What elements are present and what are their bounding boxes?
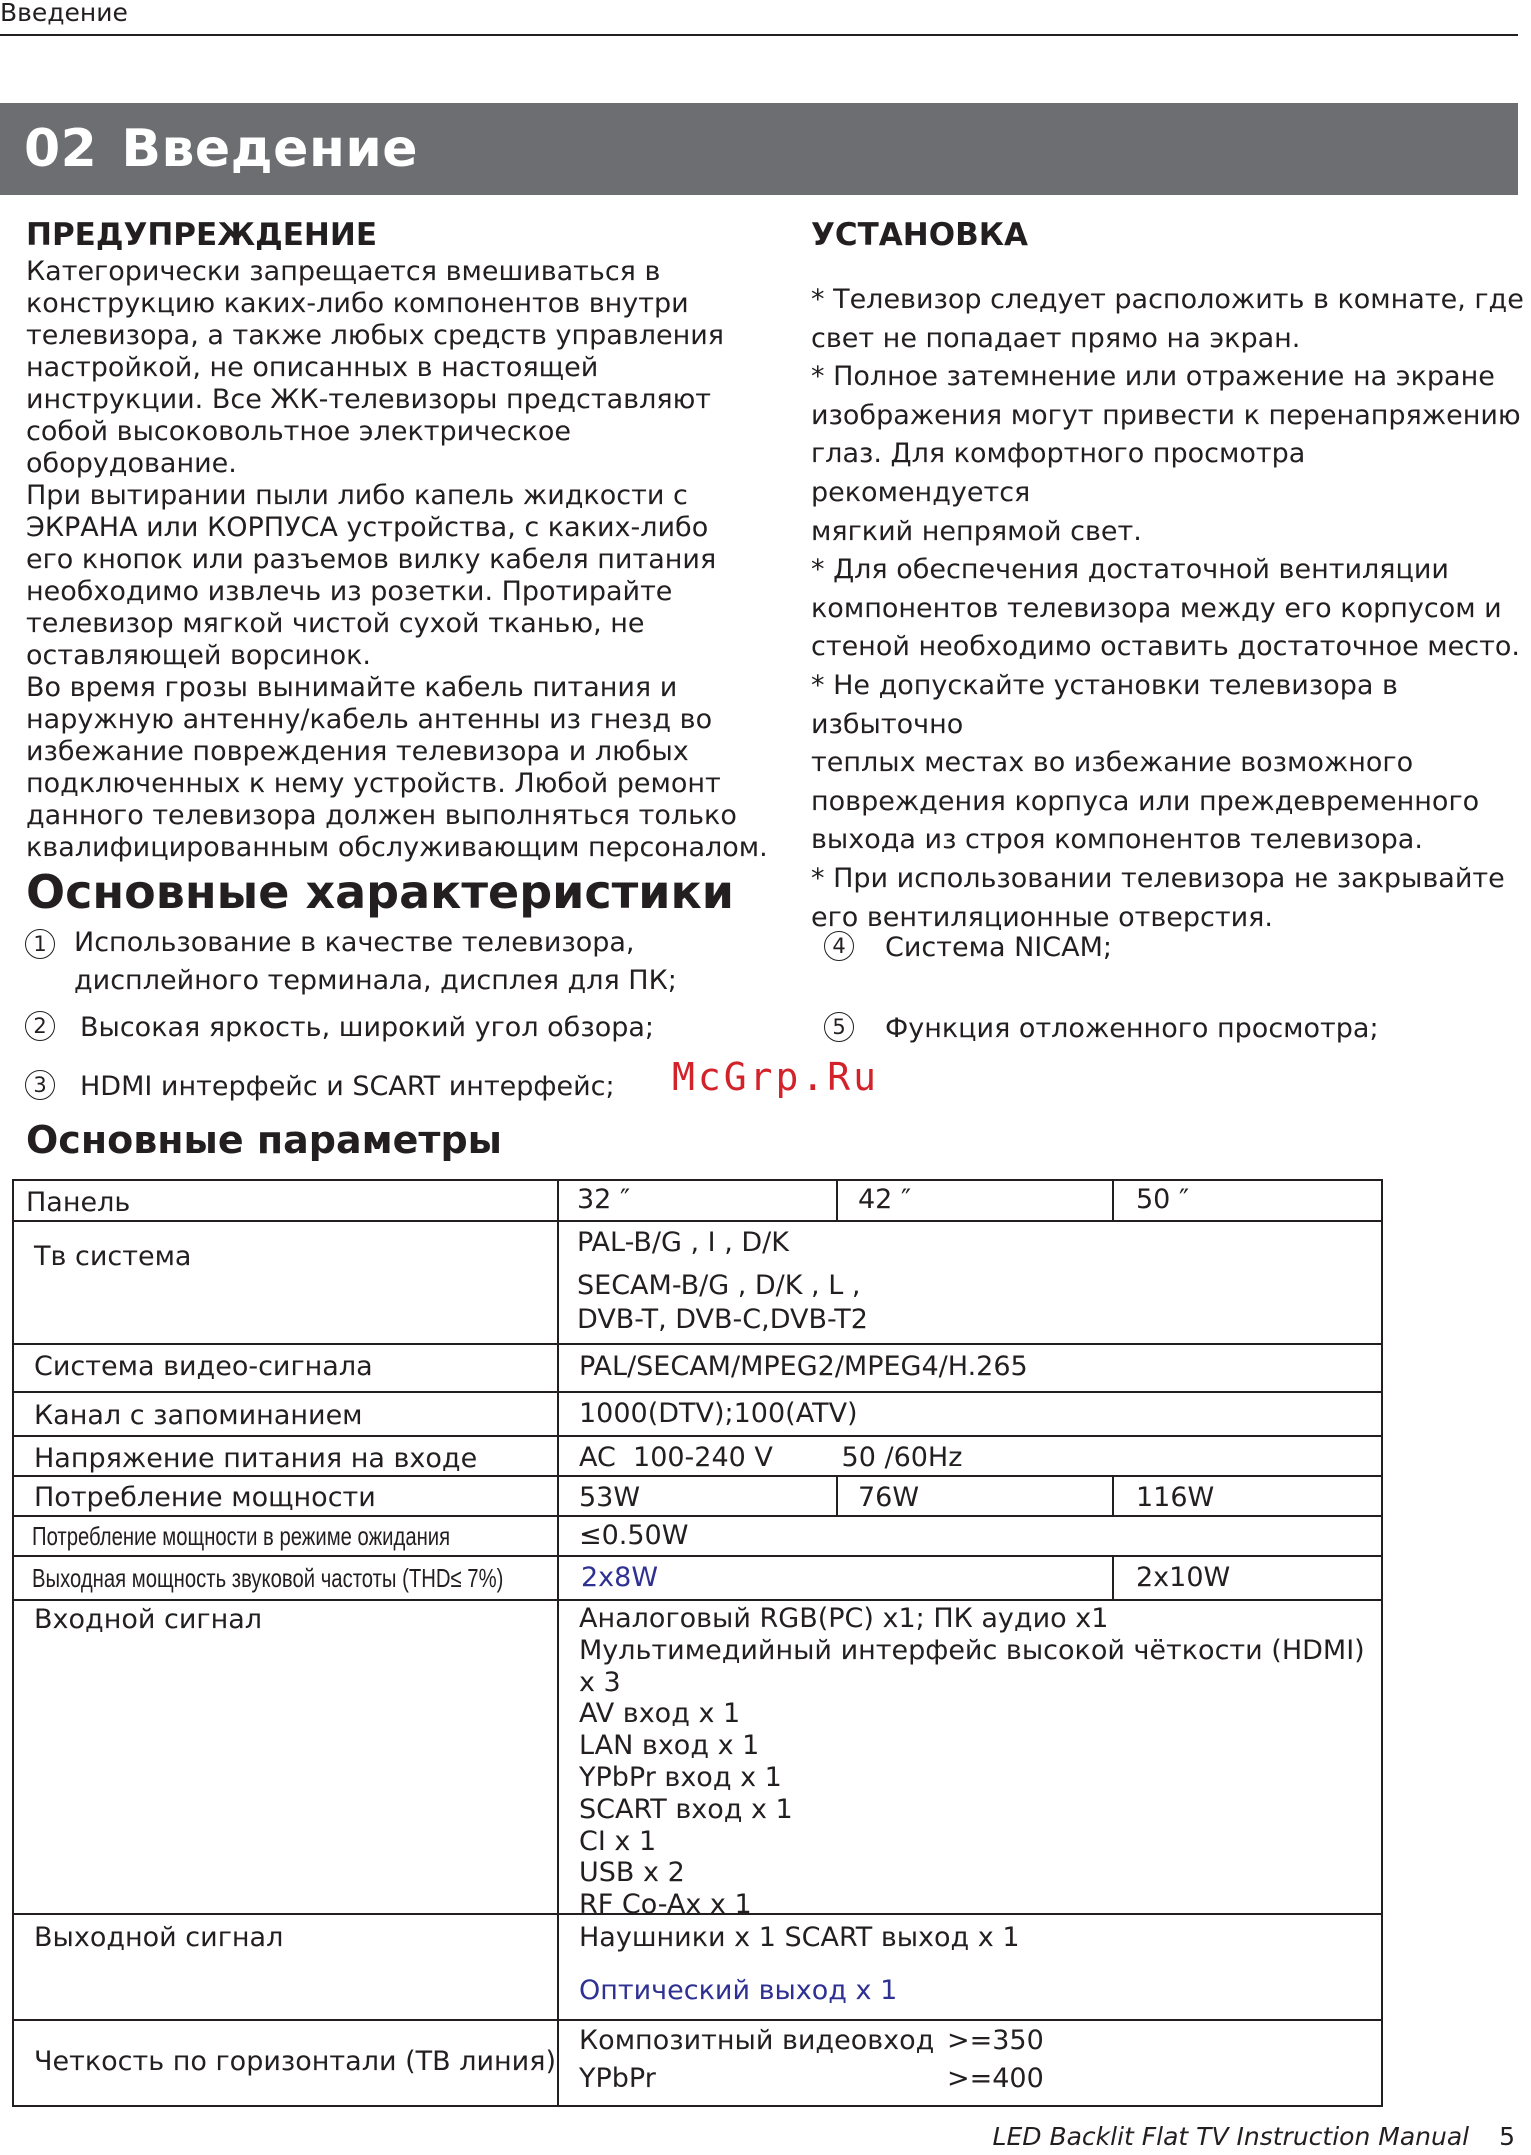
row-label-panel: Панель (26, 1187, 131, 1218)
footer-title: LED Backlit Flat TV Instruction Manual (992, 2122, 1470, 2151)
feature-text-3: HDMI интерфейс и SCART интерфейс; (80, 1071, 615, 1102)
power-50: 116W (1136, 1482, 1215, 1513)
section-banner (0, 103, 1518, 195)
table-rule (12, 1179, 1383, 1181)
output-value-2: Оптический выход x 1 (579, 1975, 898, 2006)
table-rule (1112, 1555, 1114, 1599)
page-number: 5 (1499, 2122, 1515, 2151)
feature-number-2: 2 (25, 1011, 55, 1041)
table-rule (12, 1220, 1383, 1222)
resolution-composite-value: >=350 (947, 2025, 1044, 2056)
row-label-output: Выходной сигнал (34, 1922, 284, 1953)
feature-number-1: 1 (25, 929, 55, 959)
header-rule (0, 34, 1518, 36)
feature-item-4 (824, 931, 854, 961)
voltage-value: AC 100-240 V 50 /60Hz (579, 1442, 963, 1473)
row-label-channels: Канал с запоминанием (34, 1400, 363, 1431)
feature-item-3 (25, 1070, 55, 1100)
table-rule (12, 2019, 1383, 2021)
row-label-video-system: Система видео-сигнала (34, 1351, 373, 1382)
feature-text-2: Высокая яркость, широкий угол обзора; (80, 1012, 654, 1043)
audio-small: 2x8W (581, 1562, 659, 1593)
resolution-ypbpr-label: YPbPr (579, 2063, 656, 2094)
resolution-ypbpr-value: >=400 (947, 2063, 1044, 2094)
running-header: Введение (0, 0, 128, 27)
feature-text-4: Система NICAM; (885, 932, 1112, 963)
features-title: Основные характеристики (26, 865, 734, 919)
table-rule (12, 1435, 1383, 1437)
feature-item-5 (824, 1012, 854, 1042)
standby-value: ≤0.50W (579, 1520, 689, 1551)
feature-number-5: 5 (824, 1012, 854, 1042)
channels-value: 1000(DTV);100(ATV) (579, 1398, 858, 1429)
params-title: Основные параметры (26, 1118, 503, 1162)
table-rule (12, 1391, 1383, 1393)
tv-system-secam-dvb: SECAM-B/G , D/K , L , DVB-T, DVB-C,DVB-T2 (577, 1270, 868, 1335)
banner-number: 02 (24, 119, 98, 179)
installation-heading: УСТАНОВКА (811, 217, 1029, 253)
video-system-value: PAL/SECAM/MPEG2/MPEG4/H.265 (579, 1351, 1028, 1382)
table-rule (12, 1343, 1383, 1345)
audio-large: 2x10W (1136, 1562, 1231, 1593)
row-label-voltage: Напряжение питания на входе (34, 1443, 478, 1474)
tv-system-pal: PAL-B/G , I , D/K (577, 1227, 789, 1258)
row-label-audio: Выходная мощность звуковой частоты (THD≤ 7%) (32, 1563, 504, 1593)
power-42: 76W (858, 1482, 920, 1513)
table-rule (12, 1515, 1383, 1517)
row-label-tv-system: Тв система (34, 1241, 192, 1272)
table-rule (1112, 1475, 1114, 1515)
panel-42: 42 ″ (858, 1184, 912, 1215)
table-rule (836, 1179, 838, 1220)
table-rule (1112, 1179, 1114, 1220)
table-rule (12, 2105, 1383, 2107)
installation-text: * Телевизор следует расположить в комнате, где свет не попадает прямо на экран. * Полное затемнение или отражение на экране изображения могут привести к перенапряжению глаз. Для комфортного просмотра рекомендуется мягкий непрямой свет. * Для обеспечения достаточной вентиляции компонентов телевизора между его корпусом и стеной необходимо оставить достаточное место. * Не допускайте установки телевизора в избыточно теплых местах во избежание возможного повреждения корпуса или преждевременного выхода из строя компонентов телевизора. * При использовании телевизора не закрывайте его вентиляционные отверстия. (811, 284, 1524, 933)
watermark: McGrp.Ru (672, 1055, 880, 1099)
page-footer (993, 2123, 1515, 2151)
feature-item-1 (25, 929, 55, 959)
panel-32: 32 ″ (577, 1184, 631, 1215)
table-rule (12, 1179, 14, 2107)
warning-heading: ПРЕДУПРЕЖДЕНИЕ (26, 217, 377, 253)
row-label-power: Потребление мощности (34, 1482, 376, 1513)
row-label-input: Входной сигнал (34, 1604, 263, 1635)
resolution-composite-label: Композитный видеовход (579, 2025, 935, 2056)
feature-item-2 (25, 1011, 55, 1041)
input-value: Аналоговый RGB(PC) x1; ПК аудио x1 Мультимедийный интерфейс высокой чёткости (HDMI) x 3 AV вход x 1 LAN вход x 1 YPbPr вход x 1 SCART вход x 1 CI x 1 USB x 2 RF Co-Ax x 1 (579, 1603, 1365, 1921)
feature-text-5: Функция отложенного просмотра; (885, 1013, 1379, 1044)
output-value-1: Наушники x 1 SCART выход x 1 (579, 1922, 1020, 1953)
table-rule (12, 1599, 1383, 1601)
panel-50: 50 ″ (1136, 1184, 1190, 1215)
feature-text-1: Использование в качестве телевизора, дисплейного терминала, дисплея для ПК; (74, 927, 677, 996)
table-rule (12, 1555, 1383, 1557)
power-32: 53W (579, 1482, 641, 1513)
feature-number-4: 4 (824, 931, 854, 961)
banner-title: Введение (121, 119, 419, 179)
row-label-resolution: Четкость по горизонтали (ТВ линия) (34, 2046, 556, 2077)
warning-text: Категорически запрещается вмешиваться в конструкцию каких-либо компонентов внутри телевизора, а также любых средств управления настройкой, не описанных в настоящей инструкции. Все ЖК-телевизоры представляют собой высоковольтное электрическое оборудование. При вытирании пыли либо капель жидкости с ЭКРАНА или КОРПУСА устройства, с каких-либо его кнопок или разъемов вилку кабеля питания необходимо извлечь из розетки. Протирайте телевизор мягкой чистой сухой тканью, не оставляющей ворсинок. Во время грозы вынимайте кабель питания и наружную антенну/кабель антенны из гнезд во избежание повреждения телевизора и любых подключенных к нему устройств. Любой ремонт данного телевизора должен выполняться только квалифицированным обслуживающим персоналом. (26, 256, 768, 863)
table-rule (836, 1475, 838, 1515)
table-rule (12, 1475, 1383, 1477)
feature-number-3: 3 (25, 1070, 55, 1100)
row-label-standby: Потребление мощности в режиме ожидания (32, 1521, 451, 1551)
table-rule (557, 1179, 559, 2107)
params-table (12, 1179, 1383, 2107)
